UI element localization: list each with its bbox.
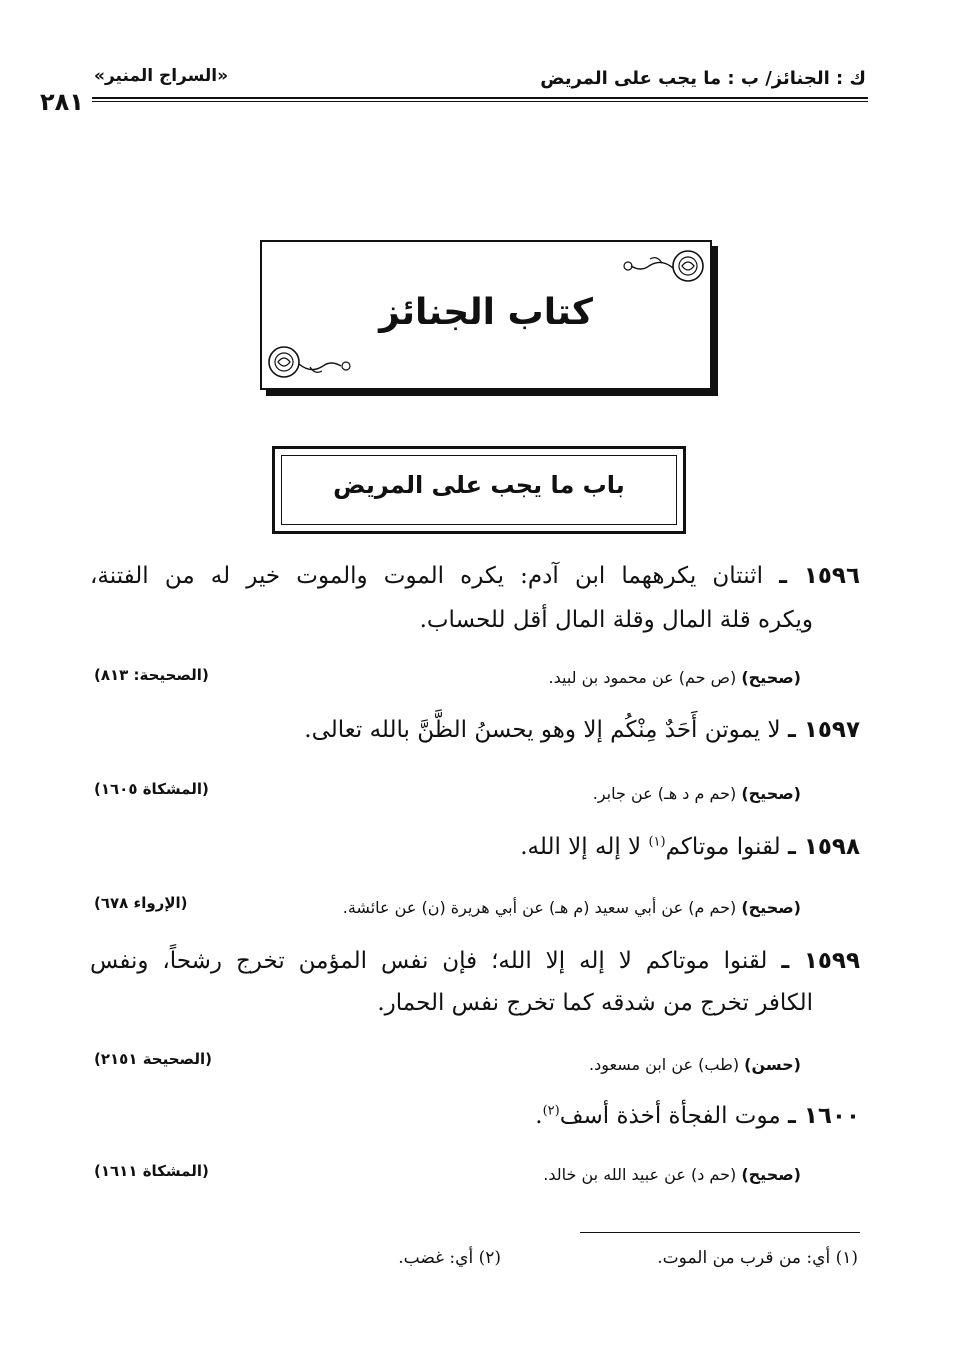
hadith-grade: (صحيح): [741, 1165, 801, 1184]
hadith-1600-line1: [90, 1103, 860, 1129]
hadith-text: لقنوا موتاكم لا إله إلا الله؛ فإن نفس المؤمن تخرج رشحاً، ونفس: [90, 948, 768, 974]
footnote-marker: (٢): [542, 1103, 560, 1119]
hadith-number: ١٥٩٩ ـ: [781, 948, 860, 974]
hadith-1597-line1: [90, 717, 860, 743]
hadith-1599-source: (الصحيحة ٢١٥١): [94, 1050, 212, 1068]
hadith-text: .: [535, 1103, 543, 1129]
hadith-text: اثنتان يكرههما ابن آدم: يكره الموت والموت خير له من الفتنة،: [90, 563, 763, 589]
hadith-1596-reference: [549, 668, 802, 687]
book-title: كتاب الجنائز: [379, 292, 593, 333]
hadith-1600-reference: [543, 1165, 801, 1184]
hadith-text: لا إله إلا الله.: [520, 834, 649, 860]
hadith-narrators: (ص حم) عن محمود بن لبيد.: [548, 668, 737, 687]
book-title-frame: [260, 240, 712, 390]
footnote-text: أي: غضب.: [398, 1248, 474, 1268]
hadith-number: ١٥٩٦ ـ: [779, 563, 860, 589]
hadith-1596-source: (الصحيحة: ٨١٣): [94, 666, 209, 684]
hadith-text: لقنوا موتاكم: [665, 834, 781, 860]
footnote-marker: (١): [648, 834, 666, 850]
hadith-1598-line1: [90, 834, 860, 860]
hadith-1598-source: (الإرواء ٦٧٨): [94, 894, 188, 912]
hadith-1600-source: (المشكاة ١٦١١): [94, 1162, 209, 1180]
header-rule-thin: [92, 101, 868, 102]
hadith-grade: (صحيح): [741, 784, 801, 803]
hadith-1597-reference: [593, 784, 801, 803]
footnote-2: [398, 1248, 501, 1268]
hadith-1599-line1: [90, 948, 860, 974]
hadith-grade: (حسن): [744, 1055, 801, 1074]
hadith-1596-line1: [90, 563, 860, 589]
hadith-1597-source: (المشكاة ١٦٠٥): [94, 780, 209, 798]
hadith-text: موت الفجأة أخذة أسف: [559, 1103, 781, 1129]
footnote-mark: (٢): [478, 1248, 501, 1268]
hadith-number: ١٦٠٠ ـ: [787, 1103, 860, 1129]
footnote-rule: [580, 1232, 860, 1233]
hadith-1599-line2: الكافر تخرج من شدقه كما تخرج نفس الحمار.: [377, 990, 813, 1016]
header-rule: [92, 97, 868, 99]
hadith-narrators: (حم م د هـ) عن جابر.: [592, 784, 737, 803]
corner-ornament-icon: [266, 336, 360, 384]
hadith-grade: (صحيح): [741, 898, 801, 917]
hadith-1599-reference: [589, 1055, 801, 1074]
hadith-narrators: (حم م) عن أبي سعيد (م هـ) عن أبي هريرة (ن) عن عائشة.: [342, 898, 737, 917]
chapter-title: باب ما يجب على المريض: [333, 471, 625, 499]
footnote-mark: (١): [835, 1248, 858, 1268]
hadith-narrators: (طب) عن ابن مسعود.: [589, 1055, 740, 1074]
hadith-number: ١٥٩٨ ـ: [787, 834, 860, 860]
hadith-number: ١٥٩٧ ـ: [787, 717, 860, 743]
page-number: ٢٨١: [40, 88, 84, 116]
footnote-1: [657, 1248, 858, 1268]
hadith-grade: (صحيح): [741, 668, 801, 687]
hadith-narrators: (حم د) عن عبيد الله بن خالد.: [543, 1165, 737, 1184]
chapter-title-frame: [272, 446, 686, 534]
hadith-text: لا يموتن أَحَدٌ مِنْكُم إلا وهو يحسنُ الظَّنَّ بالله تعالى.: [304, 717, 781, 743]
running-section-title: ك : الجنائز/ ب : ما يجب على المريض: [540, 68, 866, 89]
hadith-1598-reference: [343, 898, 801, 917]
footnote-text: أي: من قرب من الموت.: [657, 1248, 831, 1268]
hadith-1596-line2: ويكره قلة المال وقلة المال أقل للحساب.: [419, 607, 813, 633]
corner-ornament-icon: [612, 246, 706, 286]
running-book-title: «السراج المنير»: [94, 66, 229, 86]
